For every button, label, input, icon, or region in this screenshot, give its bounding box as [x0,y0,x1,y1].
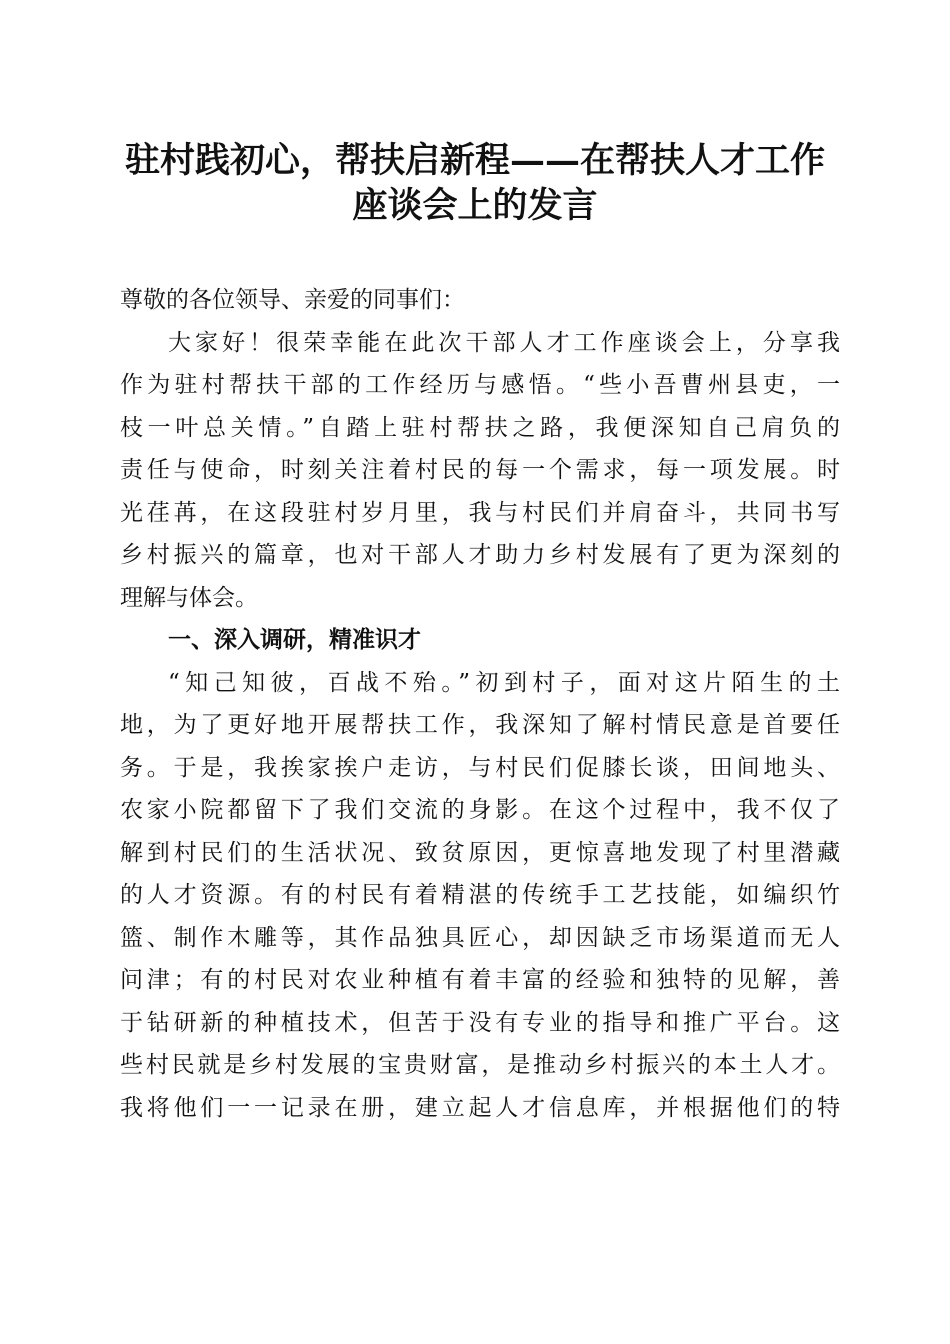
paragraph-line: 些村民就是乡村发展的宝贵财富，是推动乡村振兴的本土人才。 [120,1052,840,1078]
paragraph-line: “知己知彼，百战不殆。”初到村子，面对这片陌生的土 [168,669,840,696]
section-heading: 一、深入调研，精准识才 [168,627,421,653]
document-body [120,279,840,1129]
paragraph-line: 务。于是，我挨家挨户走访，与村民们促膝长谈，田间地头、 [120,754,840,781]
paragraph-line: 枝一叶总关情。”自踏上驻村帮扶之路，我便深知自己肩负的 [120,414,840,441]
title-line-1: 驻村践初心，帮扶启新程——在帮扶人才工作 [124,140,825,181]
paragraph-line: 责任与使命，时刻关注着村民的每一个需求，每一项发展。时 [120,457,840,483]
paragraph-line: 的人才资源。有的村民有着精湛的传统手工艺技能，如编织竹 [120,882,840,908]
paragraph-line: 大家好！很荣幸能在此次干部人才工作座谈会上，分享我 [168,329,840,356]
title-line-2: 座谈会上的发言 [352,185,598,226]
paragraph-line: 作为驻村帮扶干部的工作经历与感悟。“些小吾曹州县吏，一 [120,372,840,398]
paragraph-line: 解到村民们的生活状况、致贫原因，更惊喜地发现了村里潜藏 [120,839,840,866]
page-title [110,138,840,228]
paragraph-line: 光荏苒，在这段驻村岁月里，我与村民们并肩奋斗，共同书写 [120,499,840,526]
paragraph-line: 问津；有的村民对农业种植有着丰富的经验和独特的见解，善 [120,967,840,993]
paragraph-line: 农家小院都留下了我们交流的身影。在这个过程中，我不仅了 [120,797,840,823]
paragraph-1 [120,322,840,620]
paragraph-line: 地，为了更好地开展帮扶工作，我深知了解村情民意是首要任 [120,712,840,738]
paragraph-line: 理解与体会。 [120,584,258,611]
paragraph-line: 篮、制作木雕等，其作品独具匠心，却因缺乏市场渠道而无人 [120,924,840,951]
salutation: 尊敬的各位领导、亲爱的同事们： [120,287,465,313]
paragraph-line: 乡村振兴的篇章，也对干部人才助力乡村发展有了更为深刻的 [120,542,840,568]
paragraph-line: 我将他们一一记录在册，建立起人才信息库，并根据他们的特 [120,1094,840,1121]
paragraph-2 [120,662,840,1130]
paragraph-line: 于钻研新的种植技术，但苦于没有专业的指导和推广平台。这 [120,1009,840,1036]
